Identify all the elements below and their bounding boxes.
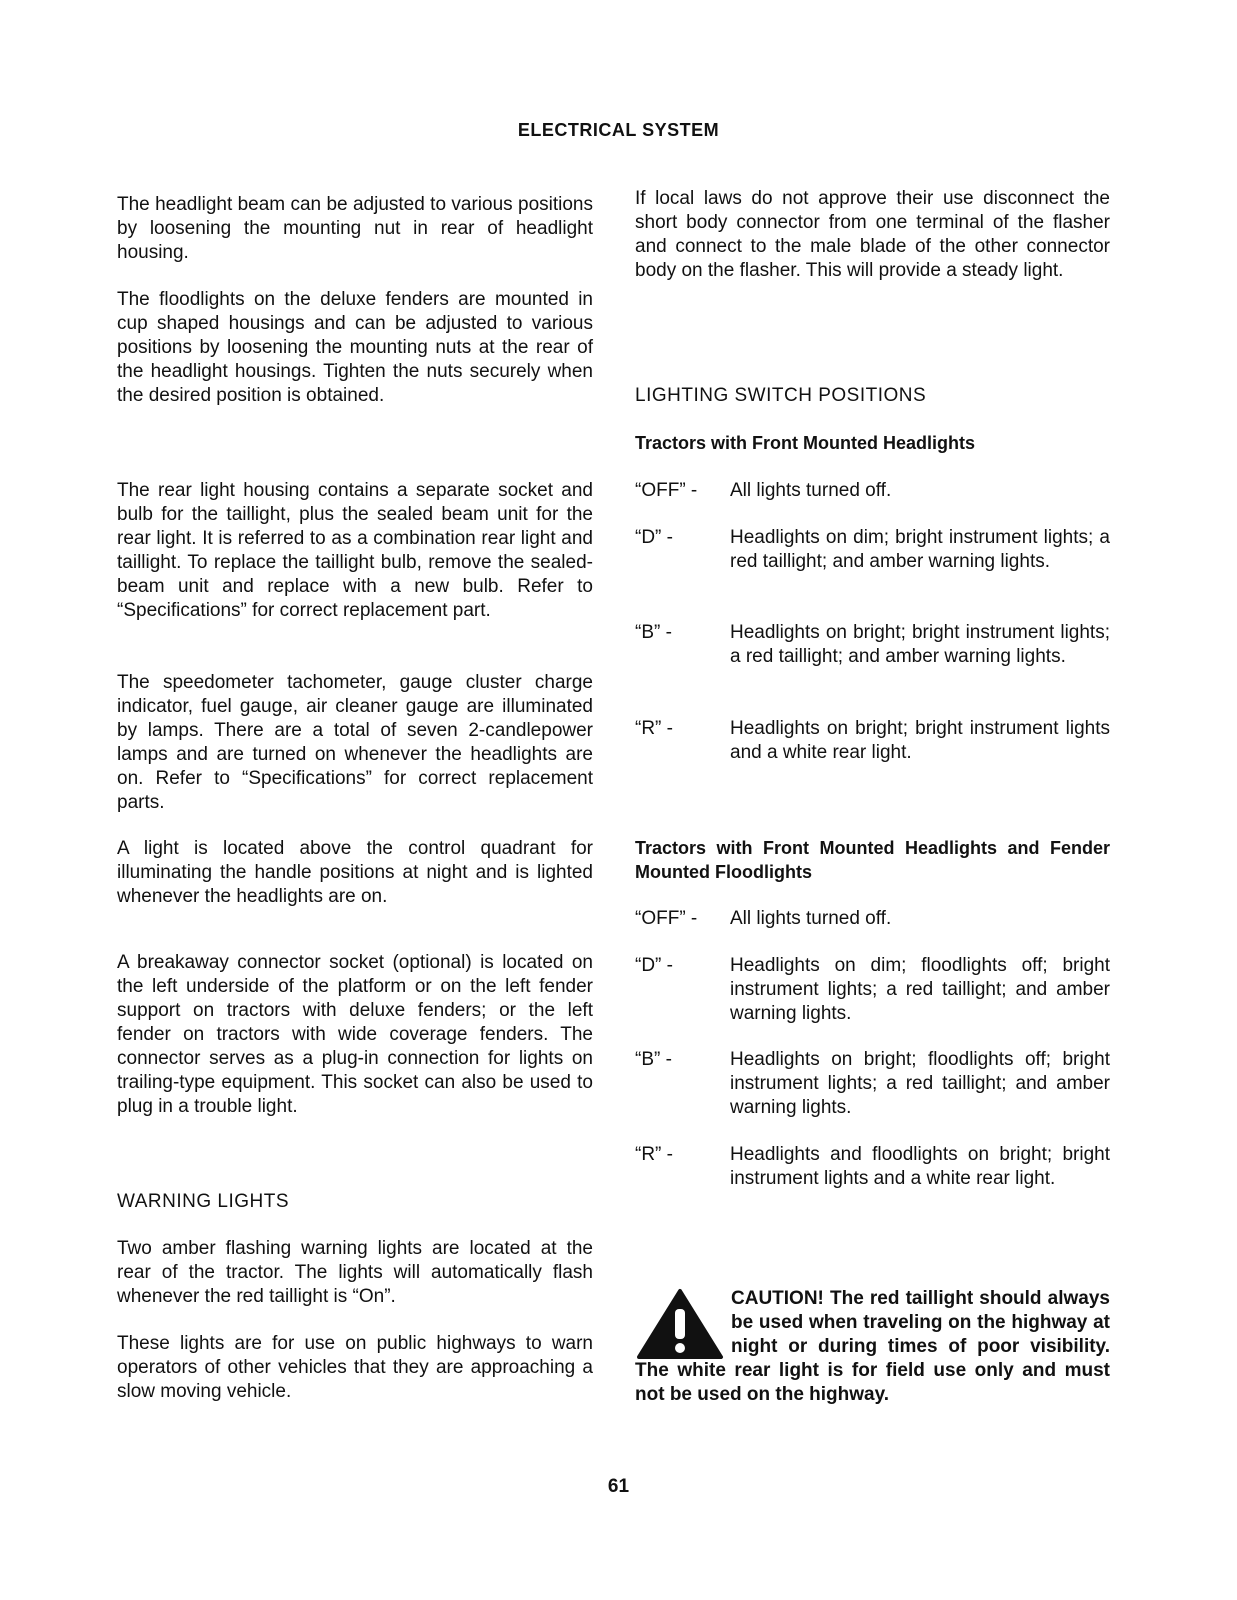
switch-key: “B” - <box>635 1049 672 1070</box>
paragraph-headlight-adjust: The headlight beam can be adjusted to various positions by loosening the mounting nut in rear of headlight housing. <box>117 194 593 263</box>
group2-title: Tractors with Front Mounted Headlights and Fender Mounted Floodlights <box>635 838 1110 882</box>
group1-title: Tractors with Front Mounted Headlights <box>635 433 976 453</box>
switch-desc: Headlights on bright; bright instrument lights and a white rear light. <box>730 718 1110 763</box>
switch-desc: All lights turned off. <box>730 908 892 929</box>
paragraph-floodlights: The floodlights on the deluxe fenders are mounted in cup shaped housings and can be adjusted to various positions by loosening the mounting nuts at the rear of the headlight housings. Tighten the nuts securely when the desired position is obtained. <box>117 289 593 406</box>
page-title: ELECTRICAL SYSTEM <box>517 120 720 140</box>
paragraph-breakaway-connector: A breakaway connector socket (optional) is located on the left underside of the platform or on the left fender support on tractors with deluxe fenders; or the left fender on tractors with wide coverage fenders. The connector serves as a plug-in connection for lights on trailing-type equipment. This socket can also be used to plug in a trouble light. <box>117 952 593 1117</box>
caution-box <box>635 1287 1110 1407</box>
warning-lights-heading: WARNING LIGHTS <box>117 1191 290 1212</box>
switch-key: “D” - <box>635 527 673 548</box>
paragraph-local-laws: If local laws do not approve their use disconnect the short body connector from one terminal of the flasher and connect to the male blade of the other connector body on the flasher. This will provide a steady light. <box>635 188 1110 281</box>
switch-desc: Headlights on bright; floodlights off; bright instrument lights; a red taillight; and amber warning lights. <box>730 1049 1110 1118</box>
paragraph-warning-flash: Two amber flashing warning lights are located at the rear of the tractor. The lights will automatically flash whenever the red taillight is “On”. <box>117 1238 593 1307</box>
switch-key: “B” - <box>635 622 672 643</box>
caution-text: CAUTION! The red taillight should always be used when traveling on the highway at night or during times of poor visibility. The white rear light is for field use only and must not be used on the highway. <box>635 1288 1110 1405</box>
switch-key: “R” - <box>635 718 673 739</box>
switch-desc: Headlights on dim; bright instrument lights; a red taillight; and amber warning lights. <box>730 527 1110 572</box>
warning-triangle-icon <box>635 1287 725 1359</box>
switch-desc: Headlights and floodlights on bright; bright instrument lights and a white rear light. <box>730 1144 1110 1189</box>
paragraph-instrument-lamps: The speedometer tachometer, gauge cluster charge indicator, fuel gauge, air cleaner gauge are illuminated by lamps. There are a total of seven 2-candlepower lamps and are turned on whenever the headlights are on. Refer to “Specifications” for correct replacement parts. <box>117 672 593 813</box>
switch-key: “R” - <box>635 1144 673 1165</box>
switch-key: “D” - <box>635 955 673 976</box>
switch-desc: Headlights on bright; bright instrument lights; a red taillight; and amber warning lights. <box>730 622 1110 667</box>
lighting-switch-heading: LIGHTING SWITCH POSITIONS <box>635 385 927 406</box>
switch-key: “OFF” - <box>635 908 698 929</box>
paragraph-quadrant-light: A light is located above the control quadrant for illuminating the handle positions at night and is lighted whenever the headlights are on. <box>117 838 593 907</box>
page-number: 61 <box>607 1476 630 1497</box>
paragraph-rear-light: The rear light housing contains a separate socket and bulb for the taillight, plus the sealed beam unit for the rear light. It is referred to as a combination rear light and taillight. To replace the taillight bulb, remove the sealed-beam unit and replace with a new bulb. Refer to “Specifications” for correct replacement part. <box>117 480 593 621</box>
switch-desc: Headlights on dim; floodlights off; bright instrument lights; a red taillight; and amber warning lights. <box>730 955 1110 1024</box>
switch-desc: All lights turned off. <box>730 480 892 501</box>
paragraph-warning-highway: These lights are for use on public highways to warn operators of other vehicles that they are approaching a slow moving vehicle. <box>117 1333 593 1402</box>
switch-key: “OFF” - <box>635 480 698 501</box>
